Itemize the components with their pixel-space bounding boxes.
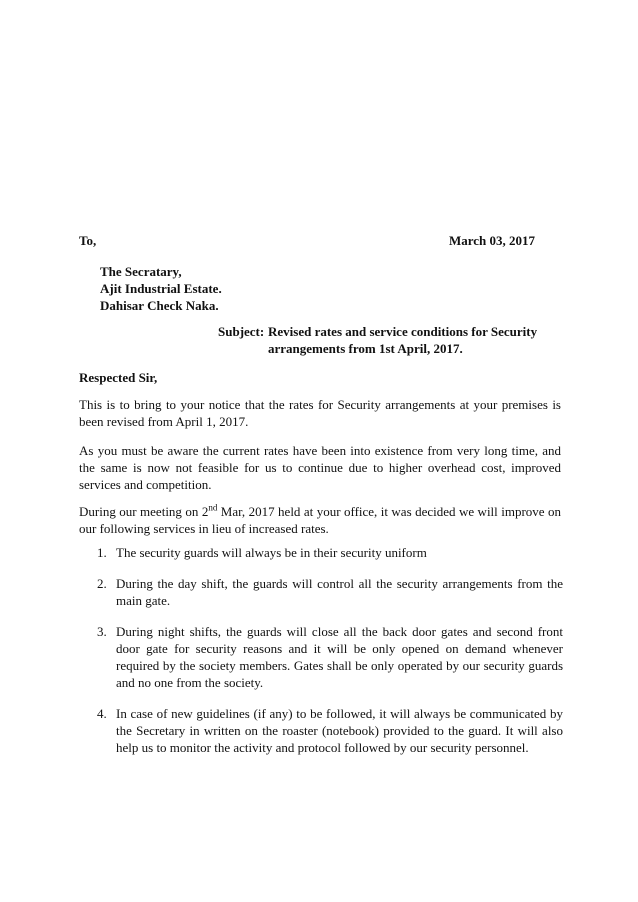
list-item-text: During the day shift, the guards will control all the security arrangements from the main gate.: [116, 576, 563, 608]
list-item-text: The security guards will always be in their security uniform: [116, 545, 427, 560]
meeting-text-end: Mar, 2017 held at your office, it was decided we will improve on our following services in lieu of increased rates.: [79, 504, 561, 536]
list-item-number: 2.: [97, 576, 107, 591]
subject-line-1: Revised rates and service conditions for Security: [268, 324, 538, 339]
meeting-date-suffix: nd: [208, 502, 218, 513]
list-item: [97, 575, 563, 609]
paragraph-meeting: [79, 503, 561, 537]
list-item-number: 1.: [97, 545, 107, 560]
recipient-to-label: To,: [79, 233, 97, 248]
list-item: [97, 544, 563, 561]
letter-header: [79, 232, 535, 249]
subject-label: Subject:: [218, 324, 265, 339]
list-item-text: During night shifts, the guards will close all the back door gates and second front door gate for security reasons and it will be only opened on demand whenever required by the society members. Gates shall be only operated by our security guards and no one from the society.: [116, 624, 563, 690]
list-item-number: 3.: [97, 624, 107, 639]
list-item: [97, 623, 563, 691]
subject-block: [218, 323, 538, 357]
subject-line-2: arrangements from 1st April, 2017.: [268, 341, 463, 356]
services-list: [97, 544, 563, 770]
paragraph-rates-revised: This is to bring to your notice that the rates for Security arrangements at your premises is been revised from April 1, 2017.: [79, 397, 561, 429]
list-item-text: In case of new guidelines (if any) to be followed, it will always be communicated by the Secretary in written on the roaster (notebook) provided to the guard. It will also help us to monitor the activity and protocol followed by our security personnel.: [116, 706, 563, 755]
meeting-text-start: During our meeting on 2: [79, 504, 209, 519]
letter-date: March 03, 2017: [448, 233, 535, 248]
addressee-title: The Secratary,: [100, 264, 182, 279]
addressee-organization: Ajit Industrial Estate.: [100, 281, 222, 296]
list-item: [97, 705, 563, 756]
salutation: Respected Sir,: [79, 370, 158, 385]
paragraph-current-rates: As you must be aware the current rates have been into existence from very long time, and the same is now not feasible for us to continue due to higher overhead cost, improved services and competition.: [79, 443, 561, 492]
list-item-number: 4.: [97, 706, 107, 721]
addressee-location: Dahisar Check Naka.: [100, 298, 219, 313]
subject-text: [268, 323, 538, 357]
addressee-block: [100, 263, 222, 314]
